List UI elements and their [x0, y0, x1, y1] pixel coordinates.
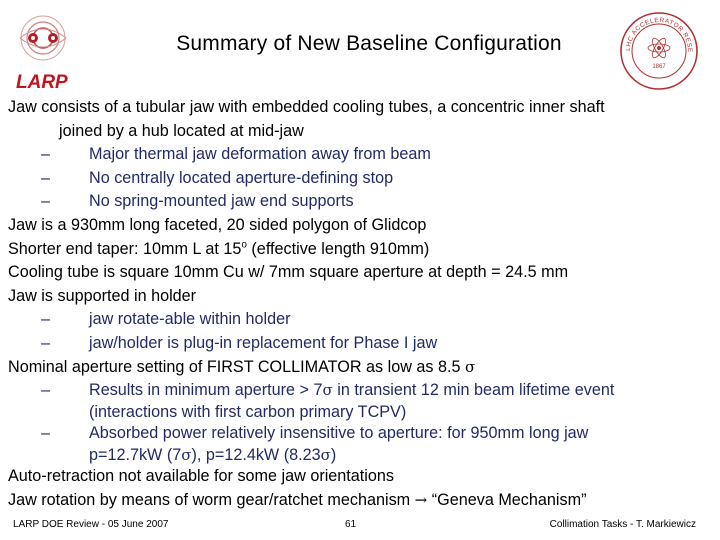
lhc-seal-logo: [619, 11, 699, 91]
lhc-seal-icon: [619, 11, 699, 91]
sub-bullet-no-spring: – No spring-mounted jaw end supports: [8, 190, 708, 214]
page-title: Summary of New Baseline Configuration: [176, 32, 562, 55]
sub-bullet-min-aperture: – Results in minimum aperture > 7σ in transient 12 min beam lifetime event: [8, 379, 708, 403]
sigma-symbol: σ: [465, 357, 476, 376]
sub-bullet-plug-in: – jaw/holder is plug-in replacement for Phase I jaw: [8, 332, 708, 356]
sub-bullet-thermal-deformation: – Major thermal jaw deformation away from beam: [8, 143, 708, 167]
bullet-jaw-structure: Jaw consists of a tubular jaw with embedded cooling tubes, a concentric inner shaft: [8, 98, 605, 116]
bullet-holder: Jaw is supported in holder: [8, 286, 197, 305]
svg-text:1867: 1867: [652, 64, 666, 70]
sub-bullet-absorbed-power-cont: p=12.7kW (7σ), p=12.4kW (8.23σ): [89, 445, 337, 464]
svg-text:LHC ACCELERATOR RESEARCH PROGR: LHC ACCELERATOR RESE: [624, 16, 694, 53]
bullet-end-taper: Shorter end taper: 10mm L at 15$^o$ (effective length 910mm): [8, 239, 430, 258]
footer-page-number: 61: [345, 519, 357, 530]
dash-marker: –: [41, 145, 51, 164]
footer-event: LARP DOE Review - 05 June 2007: [13, 519, 169, 530]
footer-author: Collimation Tasks - T. Markiewicz: [549, 519, 696, 530]
dash-marker: –: [41, 381, 51, 400]
bullet-jaw-polygon: Jaw is a 930mm long faceted, 20 sided polygon of Glidcop: [8, 215, 427, 234]
dash-marker: –: [41, 424, 51, 443]
dash-marker: –: [41, 310, 51, 329]
dash-marker: –: [41, 333, 51, 352]
dash-marker: –: [41, 192, 51, 211]
bullet-jaw-structure-cont: joined by a hub located at mid-jaw: [59, 121, 304, 140]
sub-bullet-min-aperture-cont: (interactions with first carbon primary TCPV): [89, 402, 407, 421]
arrow-icon: →: [414, 490, 428, 509]
bullet-nominal-aperture: Nominal aperture setting of FIRST COLLIMATOR as low as 8.5 σ: [8, 357, 476, 376]
bullet-cooling-tube: Cooling tube is square 10mm Cu w/ 7mm square aperture at depth = 24.5 mm: [8, 263, 569, 282]
sub-bullet-rotate: – jaw rotate-able within holder: [8, 308, 708, 332]
dash-marker: –: [41, 168, 51, 187]
slide-body: [8, 96, 708, 513]
svg-text:LARP: LARP: [16, 72, 68, 92]
bullet-jaw-rotation: Jaw rotation by means of worm gear/ratchet mechanism → “Geneva Mechanism”: [8, 490, 587, 509]
sub-bullet-absorbed-power: – Absorbed power relatively insensitive to aperture: for 950mm long jaw: [8, 422, 708, 446]
bullet-auto-retraction: Auto-retraction not available for some jaw orientations: [8, 467, 395, 486]
sub-bullet-no-stop: – No centrally located aperture-defining stop: [8, 167, 708, 191]
